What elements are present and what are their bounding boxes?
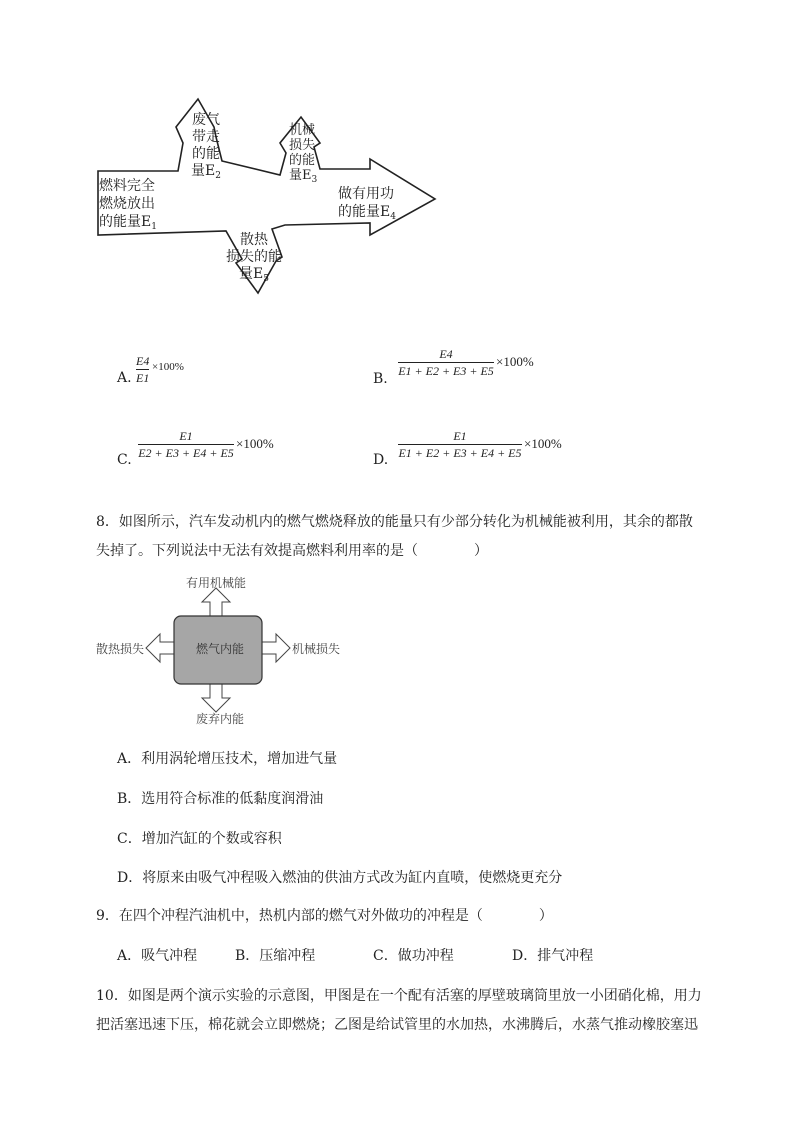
option-c-suffix: ×100%: [236, 436, 274, 451]
main-energy-label: 燃料完全 燃烧放出 的能量$E_1$: [99, 178, 157, 232]
q8-option-a[interactable]: A．利用涡轮增压技术，增加进气量: [117, 751, 338, 767]
left-arrow-icon: [146, 634, 174, 662]
right-arrow-icon: [262, 634, 290, 662]
down-arrow-icon: [202, 684, 230, 712]
heat-dissipation-label: 散热损失: [96, 642, 145, 656]
mech-loss-label: 机械 损失 的能 量$E_3$: [289, 123, 318, 185]
option-a-label: A.: [117, 370, 132, 386]
heat-loss-label: 散热 损失的能 量$E_5$: [226, 232, 282, 284]
option-d-label: D.: [373, 452, 389, 468]
option-b-fraction: E4 E1 + E2 + E3 + E5: [398, 347, 494, 378]
useful-work-label: 做有用功 的能量$E_4$: [338, 186, 396, 222]
q10-stem-line1: 10．如图是两个演示实验的示意图，甲图是在一个配有活塞的厚壁玻璃筒里放一小团硝化棉，用力: [96, 988, 702, 1004]
option-d-suffix: ×100%: [524, 436, 562, 451]
q10-stem-line2: 把活塞迅速下压，棉花就会立即燃烧；乙图是给试管里的水加热，水沸腾后，水蒸气推动橡胶塞迅: [96, 1017, 698, 1033]
q8-option-c[interactable]: C．增加汽缸的个数或容积: [117, 831, 282, 847]
q8-stem-line2: 失掉了。下列说法中无法有效提高燃料利用率的是（ ）: [96, 543, 488, 559]
q9-option-a[interactable]: A．吸气冲程: [117, 948, 198, 964]
q8-option-b[interactable]: B．选用符合标准的低黏度润滑油: [117, 791, 324, 807]
gas-internal-energy-label: 燃气内能: [196, 642, 245, 656]
q8-stem-line1: 8．如图所示，汽车发动机内的燃气燃烧释放的能量只有少部分转化为机械能被利用，其余的都散: [96, 514, 693, 530]
useful-mechanical-label: 有用机械能: [186, 576, 247, 590]
mechanical-loss-label: 机械损失: [292, 642, 341, 656]
q9-stem: 9．在四个冲程汽油机中，热机内部的燃气对外做功的冲程是（ ）: [96, 908, 553, 924]
option-b-suffix: ×100%: [496, 354, 534, 369]
up-arrow-icon: [202, 588, 230, 616]
option-a-fraction: E4 E1: [136, 354, 150, 385]
q9-option-b[interactable]: B．压缩冲程: [235, 948, 316, 964]
option-b-label: B.: [373, 371, 388, 387]
waste-internal-energy-label: 废弃内能: [196, 712, 245, 726]
waste-gas-label: 废气 带走 的能 量$E_2$: [191, 112, 221, 181]
option-a-suffix: ×100%: [152, 361, 184, 373]
option-d-fraction: E1 E1 + E2 + E3 + E4 + E5: [398, 429, 522, 460]
option-c-fraction: E1 E2 + E3 + E4 + E5: [138, 429, 234, 460]
q9-option-c[interactable]: C．做功冲程: [373, 948, 454, 964]
option-c-label: C.: [117, 452, 132, 468]
q8-option-d[interactable]: D．将原来由吸气冲程吸入燃油的供油方式改为缸内直喷，使燃烧更充分: [117, 870, 563, 886]
q9-option-d[interactable]: D．排气冲程: [512, 948, 594, 964]
